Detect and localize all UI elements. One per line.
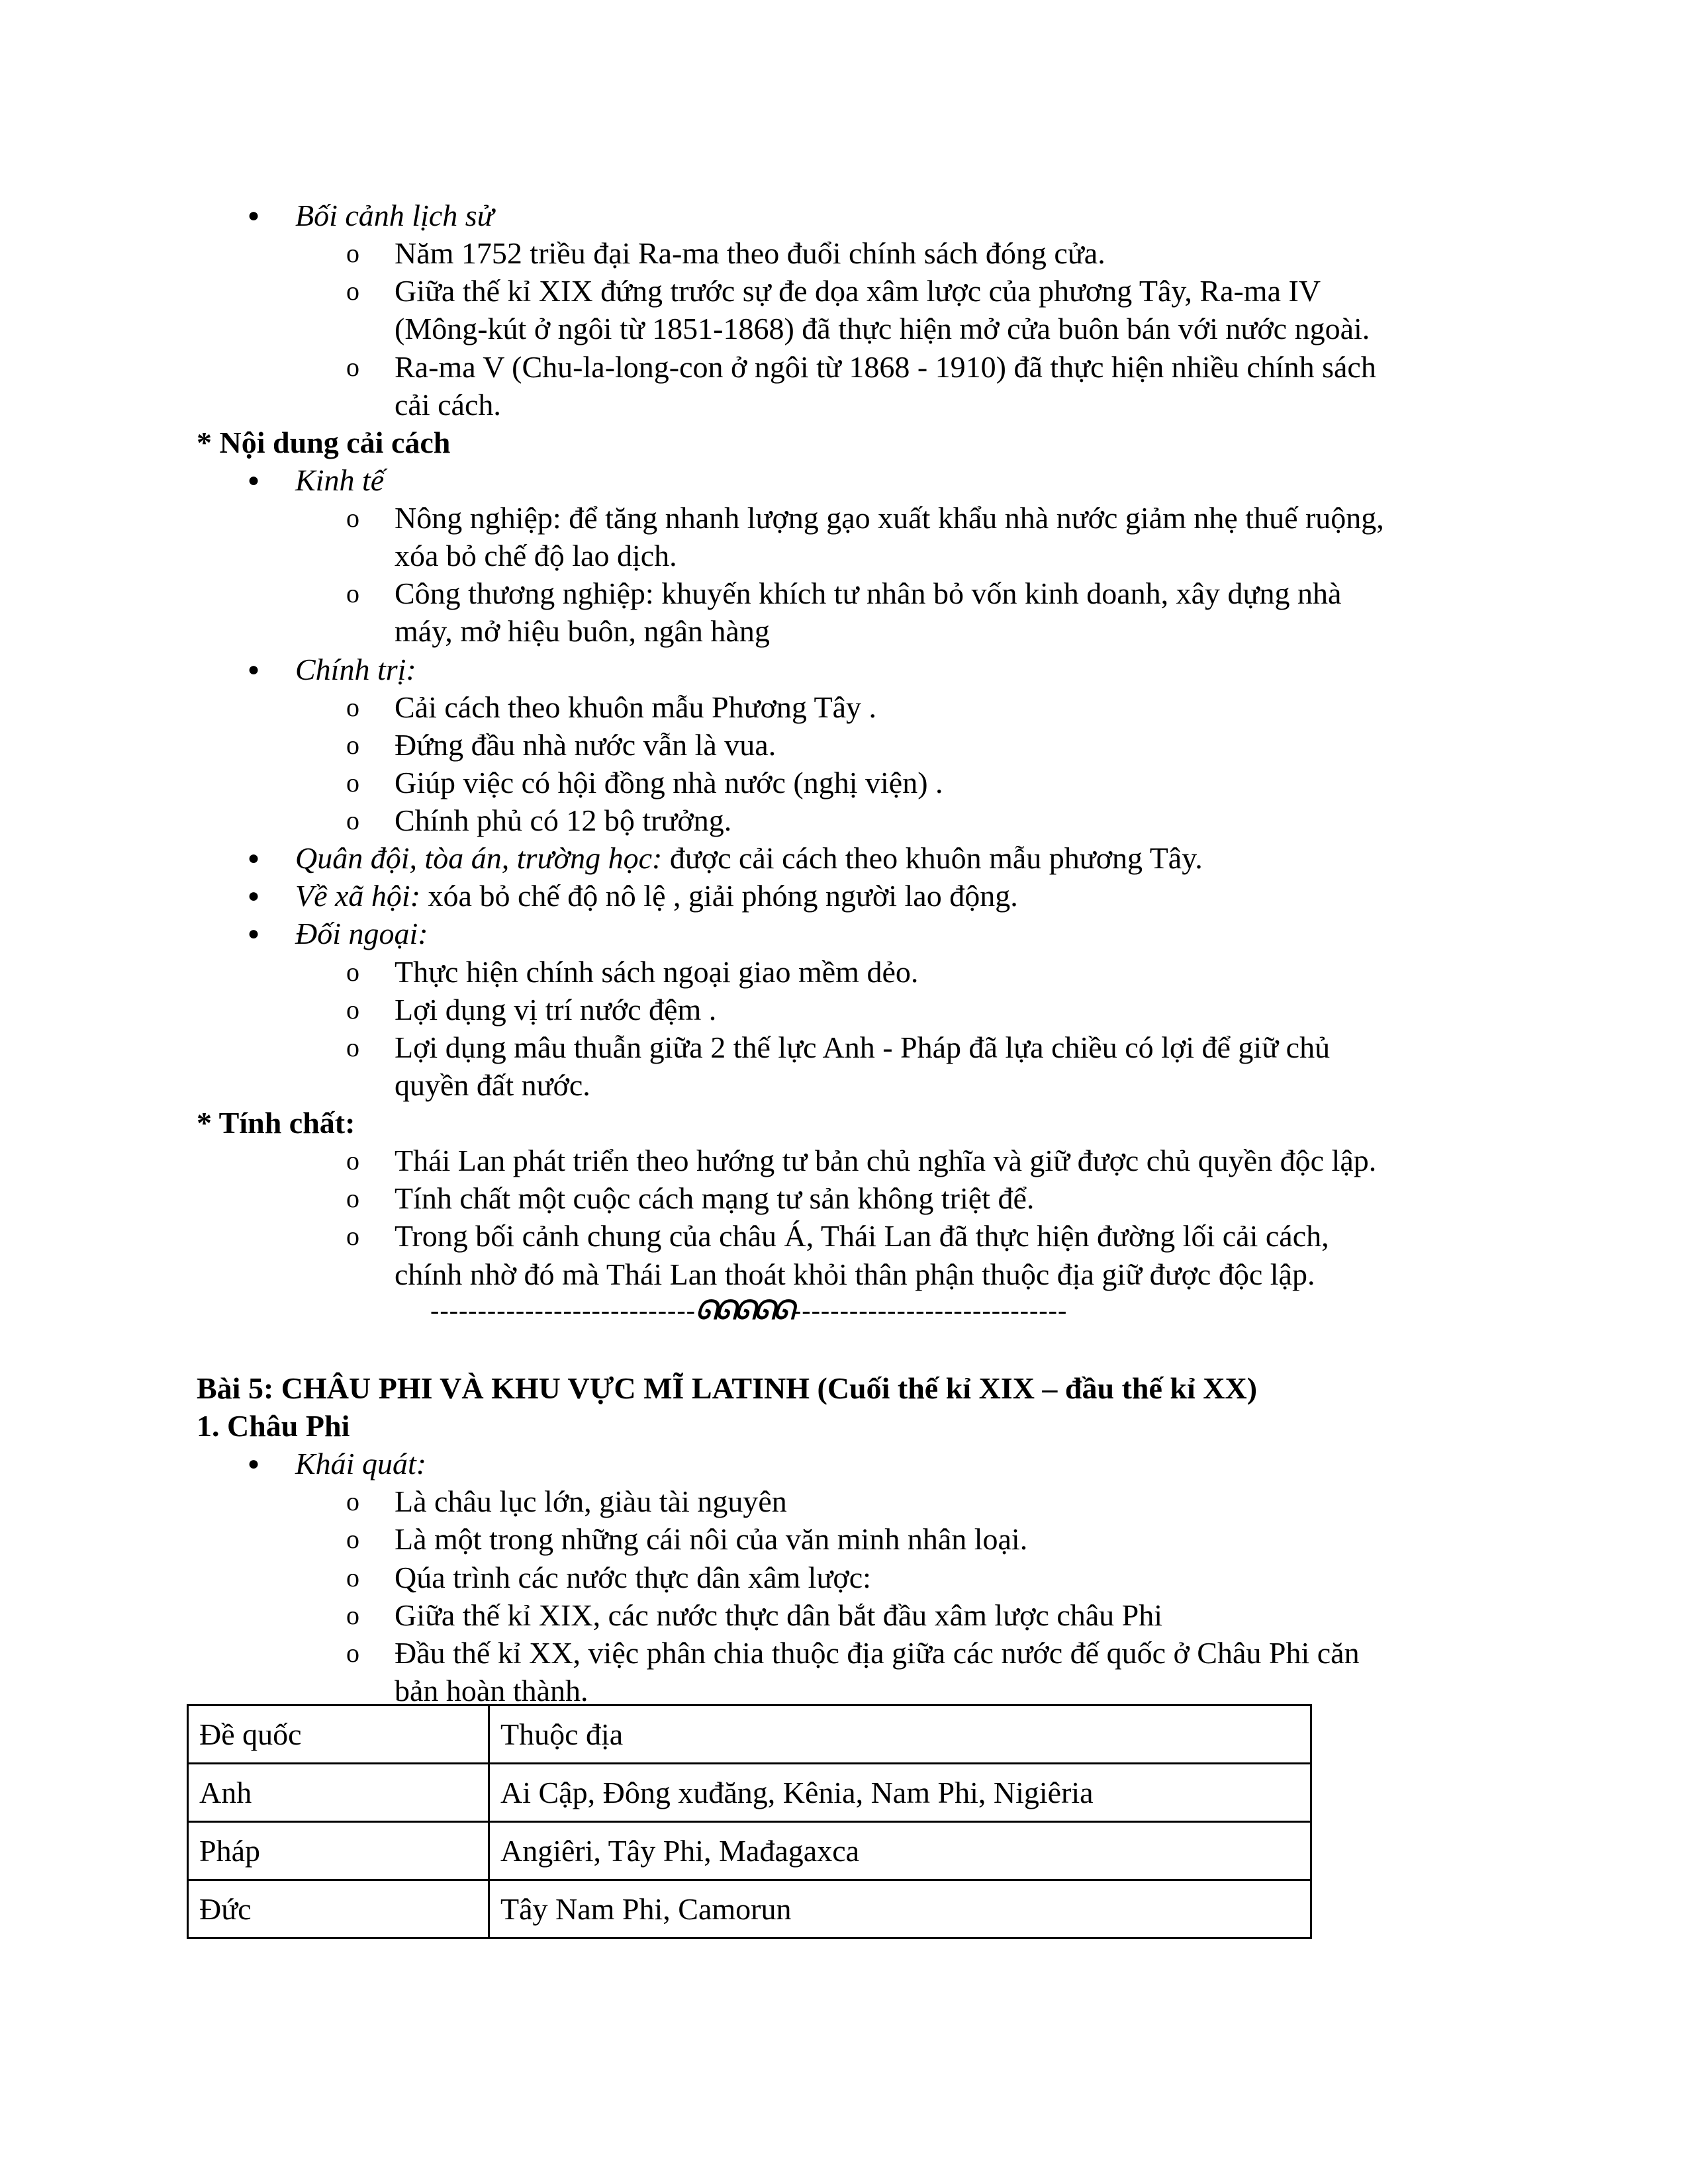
section-title: 1. Châu Phi (197, 1409, 350, 1443)
economy-label: Kinh tế (295, 463, 385, 497)
table-cell: Ai Cập, Đông xuđăng, Kênia, Nam Phi, Nigiêria (489, 1764, 1311, 1822)
table-cell: Anh (188, 1764, 489, 1822)
list-item: Lợi dụng mâu thuẫn giữa 2 thế lực Anh - Pháp đã lựa chiều có lợi để giữ chủ (395, 1030, 1331, 1064)
sub-bullet: o (346, 503, 359, 533)
sub-bullet: o (346, 352, 359, 382)
list-item: Giữa thế kỉ XIX đứng trước sự đe dọa xâm lược của phương Tây, Ra-ma IV (395, 274, 1321, 308)
list-item: Là châu lục lớn, giàu tài nguyên (395, 1484, 787, 1518)
table-row (188, 1880, 1311, 1938)
list-item-continued: máy, mở hiệu buôn, ngân hàng (395, 614, 770, 648)
military-item (295, 840, 1203, 877)
list-item: Nông nghiệp: để tăng nhanh lượng gạo xuất khẩu nhà nước giảm nhẹ thuế ruộng, (395, 501, 1384, 535)
list-item: Trong bối cảnh chung của châu Á, Thái Lan đã thực hiện đường lối cải cách, (395, 1219, 1329, 1253)
list-item: Thái Lan phát triển theo hướng tư bản chủ nghĩa và giữ được chủ quyền độc lập. (395, 1144, 1377, 1177)
bullet-dot: ● (248, 659, 260, 680)
bullet-dot: ● (248, 205, 260, 226)
table-header-row (188, 1706, 1311, 1764)
sub-bullet: o (346, 1563, 359, 1592)
table-cell: Đức (188, 1880, 489, 1938)
society-item (295, 878, 1018, 915)
list-item: Lợi dụng vị trí nước đệm . (395, 993, 717, 1026)
sub-bullet: o (346, 1146, 359, 1175)
table-cell: Tây Nam Phi, Camorun (489, 1880, 1311, 1938)
military-text: được cải cách theo khuôn mẫu phương Tây. (662, 841, 1203, 875)
list-item: Là một trong những cái nôi của văn minh nhân loại. (395, 1522, 1028, 1556)
table-cell: Pháp (188, 1822, 489, 1880)
list-item: Tính chất một cuộc cách mạng tư sản không triệt để. (395, 1181, 1035, 1215)
list-item: Ra-ma V (Chu-la-long-con ở ngôi từ 1868 - 1910) đã thực hiện nhiều chính sách (395, 350, 1376, 384)
politics-label: Chính trị: (295, 653, 416, 686)
list-item-continued: bản hoàn thành. (395, 1674, 588, 1707)
list-item: Đầu thế kỉ XX, việc phân chia thuộc địa giữa các nước đế quốc ở Châu Phi căn (395, 1636, 1360, 1670)
sub-bullet: o (346, 805, 359, 835)
context-heading: Bối cảnh lịch sử (295, 199, 494, 232)
list-item: Qúa trình các nước thực dân xâm lược: (395, 1561, 871, 1594)
military-label: Quân đội, tòa án, trường học: (295, 841, 663, 875)
list-item: Giữa thế kỉ XIX, các nước thực dân bắt đầu xâm lược châu Phi (395, 1598, 1163, 1632)
separator-left: ---------------------------- (430, 1295, 696, 1325)
list-item-continued: xóa bỏ chế độ lao dịch. (395, 539, 677, 572)
separator-right: ----------------------------- (792, 1295, 1068, 1325)
list-item: Đứng đầu nhà nước vẫn là vua. (395, 728, 776, 762)
table-row (188, 1764, 1311, 1822)
bullet-dot: ● (248, 923, 260, 944)
table-row (188, 1822, 1311, 1880)
sub-bullet: o (346, 1486, 359, 1516)
sub-bullet: o (346, 1638, 359, 1668)
sub-bullet: o (346, 1183, 359, 1213)
sub-bullet: o (346, 1032, 359, 1062)
table-header-cell: Thuộc địa (489, 1706, 1311, 1764)
section-separator (430, 1292, 1067, 1329)
nature-heading: * Tính chất: (197, 1106, 355, 1140)
society-text: xóa bỏ chế độ nô lệ , giải phóng người lao động. (420, 879, 1018, 913)
list-item: Thực hiện chính sách ngoại giao mềm dẻo. (395, 955, 919, 989)
bullet-dot: ● (248, 1453, 260, 1475)
bullet-dot: ● (248, 847, 260, 869)
lesson-title: Bài 5: CHÂU PHI VÀ KHU VỰC MĨ LATINH (Cuối thế kỉ XIX – đầu thế kỉ XX) (197, 1371, 1258, 1405)
sub-bullet: o (346, 578, 359, 608)
separator-flourish: ᘏᘏᘏᘏᘏ (695, 1295, 792, 1325)
sub-bullet: o (346, 995, 359, 1024)
foreign-label: Đối ngoại: (295, 917, 428, 950)
list-item: Cải cách theo khuôn mẫu Phương Tây . (395, 690, 877, 724)
list-item-continued: cải cách. (395, 388, 501, 422)
list-item: Năm 1752 triều đại Ra-ma theo đuổi chính sách đóng cửa. (395, 236, 1105, 270)
colonies-table (187, 1704, 1312, 1939)
sub-bullet: o (346, 238, 359, 268)
bullet-dot: ● (248, 885, 260, 907)
list-item-continued: chính nhờ đó mà Thái Lan thoát khỏi thân phận thuộc địa giữ được độc lập. (395, 1257, 1315, 1291)
sub-bullet: o (346, 768, 359, 797)
list-item: Giúp việc có hội đồng nhà nước (nghị viện) . (395, 766, 943, 799)
table-cell: Angiêri, Tây Phi, Mađagaxca (489, 1822, 1311, 1880)
sub-bullet: o (346, 1221, 359, 1251)
sub-bullet: o (346, 692, 359, 722)
list-item-continued: quyền đất nước. (395, 1068, 590, 1102)
list-item: Chính phủ có 12 bộ trưởng. (395, 803, 732, 837)
reform-heading: * Nội dung cải cách (197, 426, 451, 459)
sub-bullet: o (346, 730, 359, 760)
table-header-cell: Đề quốc (188, 1706, 489, 1764)
sub-bullet: o (346, 276, 359, 306)
overview-label: Khái quát: (295, 1447, 427, 1480)
sub-bullet: o (346, 1524, 359, 1554)
sub-bullet: o (346, 1600, 359, 1630)
list-item-continued: (Mông-kút ở ngôi từ 1851-1868) đã thực hiện mở cửa buôn bán với nước ngoài. (395, 312, 1370, 345)
bullet-dot: ● (248, 469, 260, 491)
sub-bullet: o (346, 957, 359, 987)
society-label: Về xã hội: (295, 879, 421, 913)
list-item: Công thương nghiệp: khuyến khích tư nhân bỏ vốn kinh doanh, xây dựng nhà (395, 576, 1342, 610)
